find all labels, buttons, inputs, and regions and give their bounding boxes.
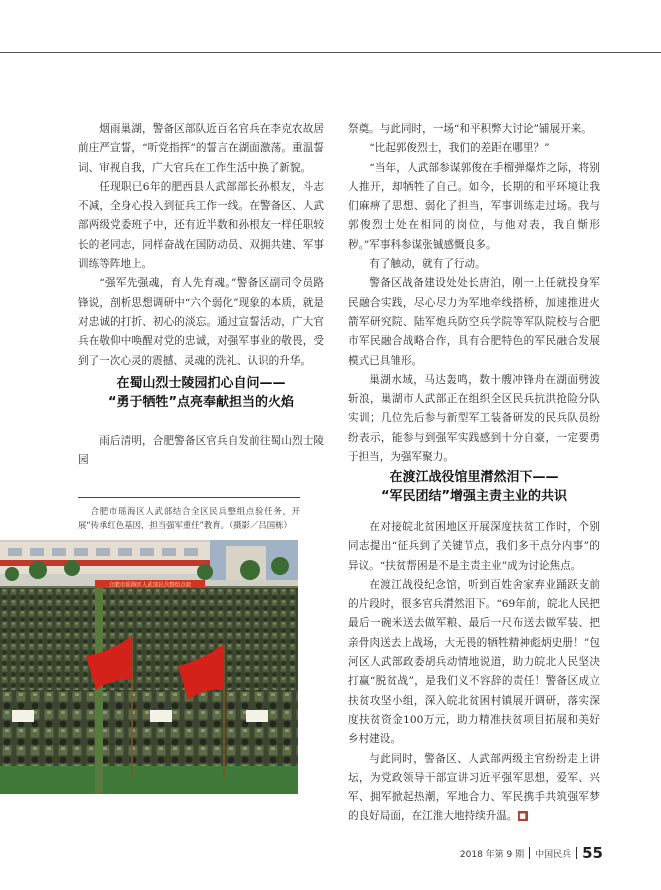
footer-divider xyxy=(529,847,530,859)
paragraph: 任现职已6年的肥西县人武部部长孙根友，斗志不减，全身心投入到征兵工作一线。在警备区、人武部两级党委班子中，还有近半数和孙根友一样任职较长的老同志，同样奋战在国防动员、双拥共建、军事训练等阵地上。 xyxy=(78,180,324,271)
page-footer xyxy=(460,844,603,862)
paragraph: 雨后清明，合肥警备区官兵自发前往蜀山烈士陵园 xyxy=(78,435,324,467)
paragraph xyxy=(348,750,600,827)
paragraph: 警备区战备建设处处长唐泊，刚一上任就投身军民融合实践，尽心尽力为军地牵线搭桥，加速推进火箭军研究院、陆军炮兵防空兵学院等军队院校与合肥市军民融合战略合作，具有合肥特色的军民融合发展模式已具雏形。 xyxy=(348,277,600,367)
caption-rule xyxy=(78,497,300,498)
paragraph: 巢湖水域，马达轰鸣，数十艘冲锋舟在湖面劈波斩浪，巢湖市人武部正在组织全区民兵抗洪抢险分队实训；几位先后参与新型军工装备研发的民兵队员纷纷表示，能参与到强军实践感到十分自豪，一定要勇于担当，为强军聚力。 xyxy=(348,373,600,464)
banner-text: 合肥市瑶海区人武部民兵整组点验 xyxy=(108,582,192,589)
left-column-section-text xyxy=(78,432,324,471)
section-heading-shushan xyxy=(78,374,324,412)
section-heading-dujiang xyxy=(348,468,600,506)
paragraph: 祭奠。与此同时，一场“和平积弊大讨论”铺展开来。 xyxy=(348,123,592,135)
footer-divider xyxy=(576,847,577,859)
paragraph: 烟雨巢湖，警备区部队近百名官兵在李克农故居前庄严宣誓，“听党指挥”的誓言在湖面激荡。重温誓词、审视自我，广大官兵在工作生活中换了新貌。 xyxy=(78,123,324,174)
heading-line: 在渡江战役馆里潸然泪下—— xyxy=(389,470,559,485)
issue-label: 2018 年第 9 期 xyxy=(459,849,525,860)
left-column-text xyxy=(78,120,324,371)
last-paragraph-text: 与此同时，警备区、人武部两级主官纷纷走上讲坛，为党政领导干部宣讲习近平强军思想，爱军、兴军、拥军掀起热潮，军地合力、军民携手共筑强军梦的良好局面，在江淮大地持续升温。 xyxy=(348,752,600,823)
heading-line: “勇于牺牲”点亮奉献担当的火焰 xyxy=(107,395,295,410)
right-column-section-text xyxy=(348,518,600,827)
header-rule xyxy=(0,52,661,53)
paragraph: 在渡江战役纪念馆，听到百姓舍家弃业踊跃支前的片段时，很多官兵潸然泪下。“69年前，皖北人民把最后一碗米送去做军粮、最后一尺布送去做军装、把亲骨肉送去上战场，大无畏的牺牲精神彪炳史册！”包河区人武部政委胡兵动情地说道，助力皖北人民坚决打赢“脱贫战”，是我们义不容辞的责任！警备区成立扶贫攻坚小组，深入皖北贫困村镇展开调研，落实深度扶贫资金100万元，助力精准扶贫项目拓展和美好乡村建设。 xyxy=(348,578,600,746)
paragraph: “当年，人武部参谋郭俊在手榴弹爆炸之际，将别人推开，却牺牲了自己。如今，长期的和平环境让我们麻痹了思想、弱化了担当，军事训练走过场。我与郭俊烈士处在相同的岗位，与他对表，我自惭形秽。”军事科参谋张铖感慨良多。 xyxy=(348,161,600,251)
paragraph: 在对接皖北贫困地区开展深度扶贫工作时，个别同志提出“征兵到了关键节点，我们多干点分内事”的异议。“扶贫帮困是不是主责主业”成为讨论焦点。 xyxy=(348,521,600,572)
photo-caption: 合肥市瑶海区人武部结合全区民兵整组点验任务，开展“传承红色基因，担当强军重任”教育。（摄影／吕国栋） xyxy=(78,506,300,530)
page-number: 55 xyxy=(582,844,603,862)
paragraph: “强军先强魂，育人先育魂。”警备区副司令员路锋说，剖析思想调研中“六个弱化”现象的本质，就是对忠诚的打折、初心的淡忘。通过宣誓活动，广大官兵在敬仰中唤醒对党的忠诚，对强军事业的敬畏，受到了一次心灵的震撼、灵魂的洗礼、认识的升华。 xyxy=(78,277,324,367)
militia-parade-photo xyxy=(0,540,298,794)
paragraph: 有了触动，就有了行动。 xyxy=(369,258,486,271)
paragraph: “比起郭俊烈士，我们的差距在哪里？” xyxy=(369,142,550,155)
end-mark-icon: ■ xyxy=(519,812,526,821)
right-column-text xyxy=(348,120,600,467)
heading-line: 在蜀山烈士陵园扪心自问—— xyxy=(116,376,286,391)
magazine-name: 中国民兵 xyxy=(535,849,572,860)
heading-line: “军民团结”增强主责主业的共识 xyxy=(380,489,568,504)
